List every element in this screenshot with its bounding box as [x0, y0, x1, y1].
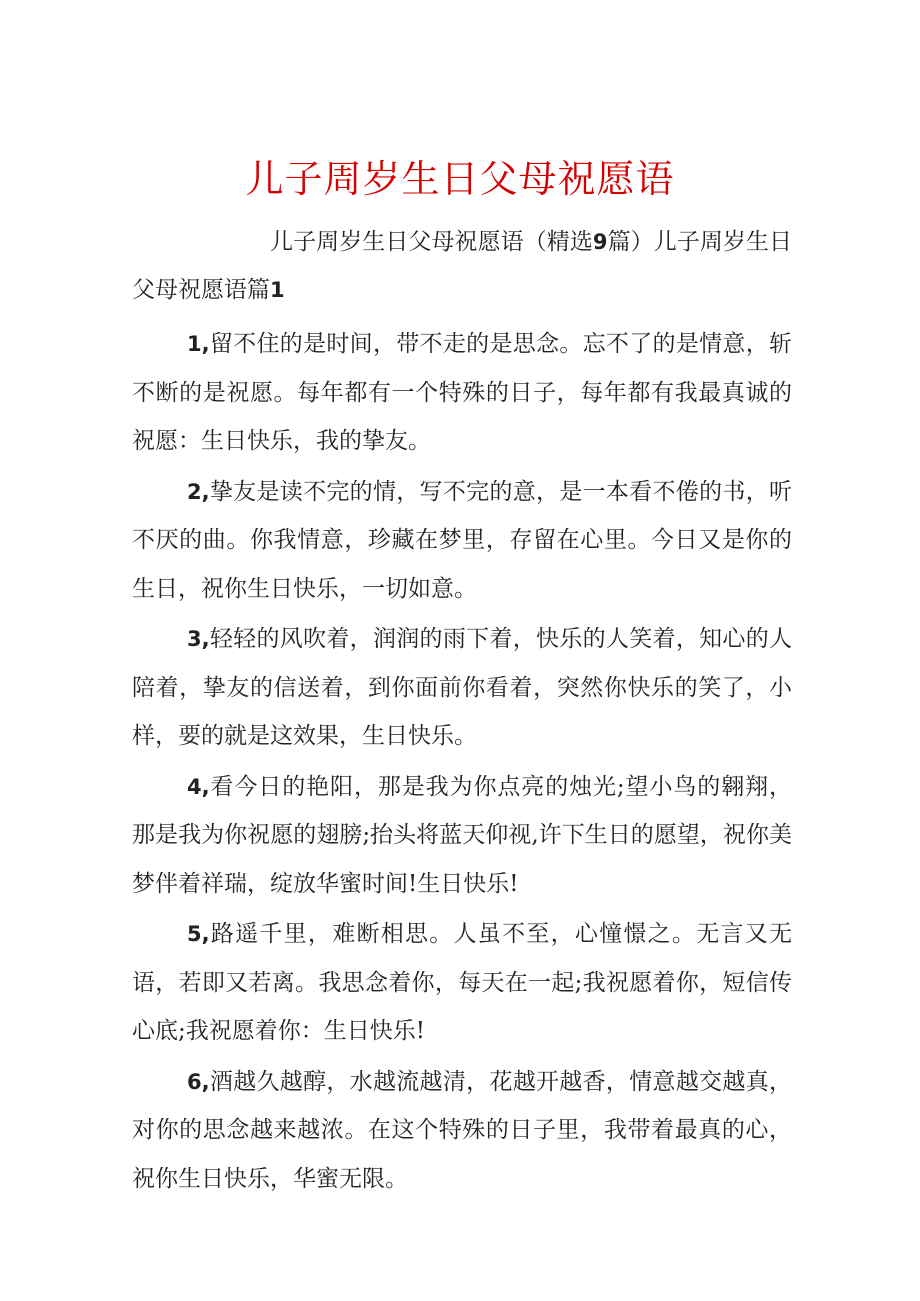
wish-number: 6, — [187, 1069, 210, 1094]
wish-paragraph-3 — [132, 615, 792, 763]
intro-text-1: 儿子周岁生日父母祝愿语（精选 — [270, 229, 593, 255]
wish-number: 1, — [187, 332, 210, 356]
wish-text: 挚友是读不完的情，写不完的意，是一本看不倦的书，听不厌的曲。你我情意，珍藏在梦里，存留在心里。今日又是你的生日，祝你生日快乐，一切如意。 — [132, 478, 792, 602]
wish-paragraph-6 — [132, 1058, 792, 1206]
document-body — [132, 218, 792, 1205]
intro-count: 9 — [592, 230, 608, 254]
wish-number: 3, — [187, 627, 210, 651]
wish-text: 留不住的是时间，带不走的是思念。忘不了的是情意，斩不断的是祝愿。每年都有一个特殊的日子，每年都有我最真诚的祝愿：生日快乐，我的挚友。 — [132, 331, 792, 454]
intro-text-2: 篇）儿子周岁生日父母祝愿语篇 — [132, 229, 792, 303]
wish-number: 5, — [187, 922, 210, 946]
wish-paragraph-5 — [132, 910, 792, 1058]
intro-paragraph — [132, 218, 792, 314]
wish-text: 看今日的艳阳，那是我为你点亮的烛光;望小鸟的翱翔，那是我为你祝愿的翅膀;抬头将蓝天仰视,许下生日的愿望，祝你美梦伴着祥瑞，绽放华蜜时间!生日快乐! — [132, 773, 792, 897]
wish-paragraph-4 — [132, 763, 792, 911]
wish-number: 4, — [187, 774, 210, 799]
wish-text: 酒越久越醇，水越流越清，花越开越香，情意越交越真，对你的思念越来越浓。在这个特殊的日子里，我带着最真的心，祝你生日快乐，华蜜无限。 — [132, 1068, 792, 1192]
wish-paragraph-1 — [132, 320, 792, 468]
intro-index: 1 — [270, 278, 285, 302]
wish-text: 路遥千里，难断相思。人虽不至，心憧憬之。无言又无语，若即又若离。我思念着你，每天在一起;我祝愿着你，短信传心底;我祝愿着你：生日快乐! — [132, 921, 792, 1044]
wish-text: 轻轻的风吹着，润润的雨下着，快乐的人笑着，知心的人陪着，挚友的信送着，到你面前你看着，突然你快乐的笑了，小样，要的就是这效果，生日快乐。 — [132, 626, 792, 749]
document-title: 儿子周岁生日父母祝愿语 — [245, 157, 675, 201]
wish-number: 2, — [187, 479, 210, 504]
wish-paragraph-2 — [132, 468, 792, 616]
